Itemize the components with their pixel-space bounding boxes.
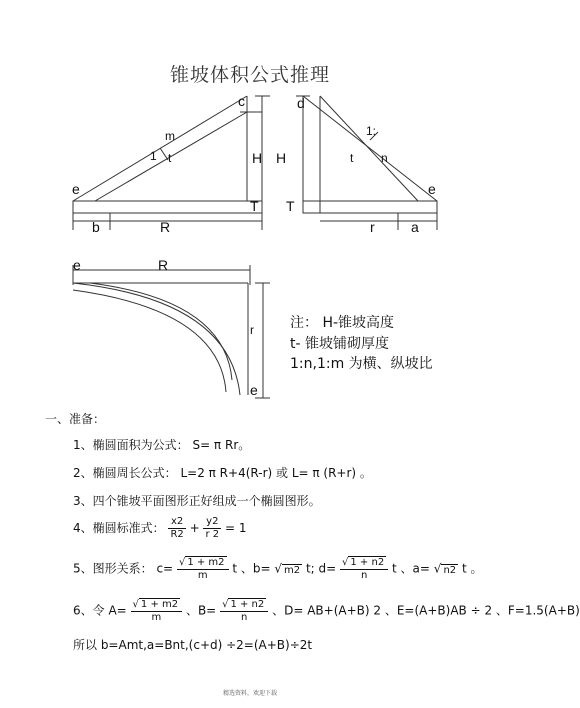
item-4-equals: = 1 — [224, 521, 247, 535]
label-one-colon: 1: — [366, 124, 377, 138]
frac-A: $\frac{√ 1 + m2}{m}$ — [131, 598, 183, 624]
frac-d: $\frac{√ 1 + n2}{n}$ — [340, 556, 388, 582]
item-2-ellipse-perimeter: 2、椭圆周长公式： L=2 π R+4(R-r) 或 L= π (R+r) 。 — [73, 466, 372, 480]
item-7-conclusion: 所以 b=Amt,a=Bnt,(c+d) ÷2=(A+B)÷2t — [73, 638, 313, 652]
label-d: d — [297, 95, 305, 111]
label-r-plan: r — [250, 323, 254, 337]
right-slope-inner — [320, 96, 418, 201]
label-e-left: e — [72, 181, 80, 197]
sqrt-a: n2 — [443, 564, 457, 576]
cone-slope-diagram — [0, 0, 500, 410]
item-5-prefix: 5、图形关系： c= — [73, 561, 174, 576]
label-T-left: T — [250, 198, 259, 214]
label-b: b — [92, 219, 100, 235]
item-6-prefix: 6、令 A= — [73, 603, 127, 618]
item-3-four-slopes: 3、四个锥坡平面图形正好组成一个椭圆图形。 — [73, 494, 321, 508]
frac-B: $\frac{√ 1 + n2}{n}$ — [220, 598, 268, 624]
label-R-left: R — [160, 219, 171, 235]
plan-arc-inner — [90, 283, 232, 380]
item-6-definitions — [73, 598, 580, 624]
label-H-left: H — [252, 150, 263, 166]
label-one: 1 — [150, 149, 157, 163]
left-base-slab — [73, 201, 262, 213]
item-5-c-tail: t 、b= — [232, 561, 271, 576]
item-5-a-tail: t 。 — [461, 561, 483, 576]
plan-arc-mid — [73, 290, 226, 392]
right-base-slab — [303, 201, 437, 213]
section-heading: 一、准备： — [45, 412, 106, 426]
label-t-right: t — [350, 151, 354, 165]
label-T-right: T — [286, 198, 295, 214]
label-e-right: e — [428, 181, 436, 197]
note-t: t- 锥坡铺砌厚度 — [290, 336, 389, 352]
page-title: 锥坡体积公式推理 — [169, 64, 330, 86]
item-5-b-tail: t; d= — [305, 561, 337, 576]
item-5-d-tail: t 、a= — [392, 561, 430, 576]
item-4-prefix: 4、椭圆标准式： — [73, 521, 165, 535]
note-H: 注： H-锥坡高度 — [290, 315, 395, 331]
label-e-plan-bottom: e — [250, 382, 258, 398]
item-6-B-label: 、B= — [185, 603, 217, 618]
frac-x-R: $\frac{x2}{R2}$ — [170, 516, 184, 540]
label-R-plan: R — [158, 257, 169, 273]
item-4-ellipse-standard: 4、椭圆标准式： $\frac{x2}{R2}$ + $\frac{y2}{r 2}$ = 1 — [73, 516, 247, 540]
footer-text: 精选资料，欢迎下载 — [222, 690, 277, 697]
label-c: c — [238, 93, 245, 109]
label-n: n — [381, 151, 388, 165]
label-H-right: H — [276, 150, 287, 166]
sqrt-b: m2 — [284, 564, 301, 576]
plan-arc-outer — [73, 283, 240, 395]
item-5-relations: 5、图形关系： c= $\frac{√ 1 + m2}{m}$ t 、b= √ m2 t; d= $\frac{√ 1 + n2}{n}$ t 、a= √ n2 t 。 — [73, 557, 483, 581]
frac-c: $\frac{√ 1 + m2}{m}$ — [177, 556, 229, 582]
item-6-rest: 、D= AB+(A+B) 2 、E=(A+B)AB ÷ 2 、F=1.5(A+B) — [272, 603, 580, 618]
label-r-right: r — [370, 219, 375, 235]
label-t-left: t — [168, 151, 172, 165]
right-slope-outer — [303, 96, 437, 201]
item-1-ellipse-area: 1、椭圆面积为公式： S= π Rr。 — [73, 438, 251, 452]
label-a: a — [411, 219, 419, 235]
note-slope-ratio: 1:n,1:m 为横、纵坡比 — [290, 356, 433, 372]
frac-y-r: $\frac{y2}{r 2}$ — [205, 516, 220, 540]
label-m: m — [165, 129, 175, 143]
label-e-plan-top: e — [73, 257, 81, 273]
